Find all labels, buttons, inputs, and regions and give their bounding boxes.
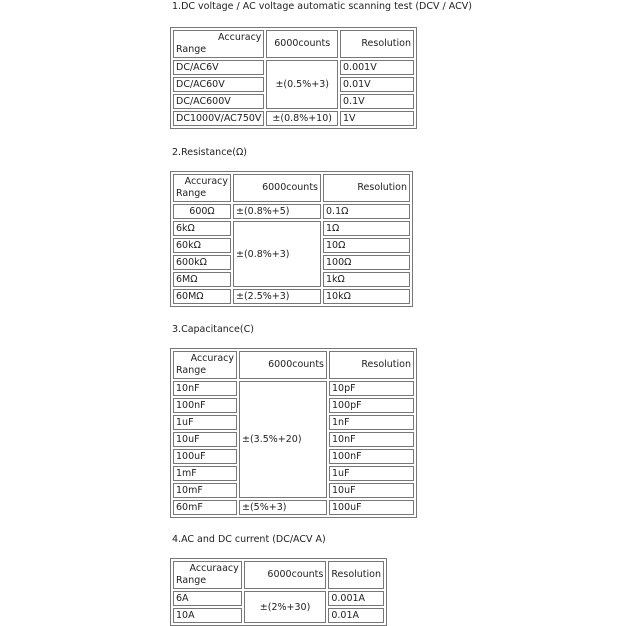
range-cell: 6kΩ [173, 221, 231, 236]
range-cell: 6A [173, 591, 242, 606]
resolution-cell: 1nF [329, 415, 414, 430]
header-resolution: Resolution [329, 351, 414, 379]
resolution-cell: 0.01A [328, 608, 384, 623]
header-counts: 6000counts [266, 30, 338, 58]
section-4-title: 4.AC and DC current (DC/ACV A) [172, 534, 326, 545]
resolution-cell: 100pF [329, 398, 414, 413]
resolution-cell: 1V [340, 111, 414, 126]
resolution-cell: 100uF [329, 500, 414, 515]
range-cell: 100uF [173, 449, 237, 464]
range-cell: 60kΩ [173, 238, 231, 253]
range-cell: 10mF [173, 483, 237, 498]
resolution-cell: 1Ω [323, 221, 410, 236]
resolution-cell: 0.1V [340, 94, 414, 109]
resolution-cell: 10nF [329, 432, 414, 447]
range-cell: 1uF [173, 415, 237, 430]
range-cell: 60MΩ [173, 289, 231, 304]
header-resolution: Resolution [340, 30, 414, 58]
resolution-cell: 10Ω [323, 238, 410, 253]
header-accuracy-range: Accuracy Range [173, 174, 231, 202]
resolution-cell: 10pF [329, 381, 414, 396]
header-resolution: Resolution [323, 174, 410, 202]
accuracy-cell: ±(2%+30) [244, 591, 327, 623]
range-cell: DC/AC60V [173, 77, 264, 92]
section-2-title: 2.Resistance(Ω) [172, 147, 247, 158]
header-accuracy-range: Accuraacy Range [173, 561, 242, 589]
resolution-cell: 1kΩ [323, 272, 410, 287]
accuracy-cell: ±(0.5%+3) [266, 60, 338, 109]
range-cell: DC/AC600V [173, 94, 264, 109]
range-cell: 10A [173, 608, 242, 623]
range-cell: 1mF [173, 466, 237, 481]
section-3-title: 3.Capacitance(C) [172, 324, 254, 335]
range-cell: 10uF [173, 432, 237, 447]
accuracy-cell: ±(3.5%+20) [239, 381, 327, 498]
header-resolution: Resolution [328, 561, 384, 589]
accuracy-cell: ±(2.5%+3) [233, 289, 321, 304]
accuracy-cell: ±(0.8%+5) [233, 204, 321, 219]
resolution-cell: 100nF [329, 449, 414, 464]
header-accuracy-range: Accuracy Range [173, 30, 264, 58]
resolution-cell: 1uF [329, 466, 414, 481]
capacitance-spec-table [170, 348, 417, 518]
current-spec-table [170, 558, 387, 626]
range-cell: 60mF [173, 500, 237, 515]
accuracy-cell: ±(0.8%+10) [266, 111, 338, 126]
range-cell: 10nF [173, 381, 237, 396]
voltage-spec-table [170, 27, 417, 129]
header-counts: 6000counts [233, 174, 321, 202]
range-cell: 600kΩ [173, 255, 231, 270]
resolution-cell: 100Ω [323, 255, 410, 270]
resolution-cell: 0.001A [328, 591, 384, 606]
resolution-cell: 0.1Ω [323, 204, 410, 219]
range-cell: 600Ω [173, 204, 231, 219]
resolution-cell: 0.01V [340, 77, 414, 92]
range-cell: DC/AC6V [173, 60, 264, 75]
range-cell: 100nF [173, 398, 237, 413]
accuracy-cell: ±(0.8%+3) [233, 221, 321, 287]
range-cell: DC1000V/AC750V [173, 111, 264, 126]
section-1-title: 1.DC voltage / AC voltage automatic scanning test (DCV / ACV) [172, 1, 472, 12]
range-cell: 6MΩ [173, 272, 231, 287]
resolution-cell: 0.001V [340, 60, 414, 75]
header-counts: 6000counts [244, 561, 327, 589]
header-counts: 6000counts [239, 351, 327, 379]
resolution-cell: 10uF [329, 483, 414, 498]
resistance-spec-table [170, 171, 413, 307]
resolution-cell: 10kΩ [323, 289, 410, 304]
accuracy-cell: ±(5%+3) [239, 500, 327, 515]
header-accuracy-range: Accuracy Range [173, 351, 237, 379]
